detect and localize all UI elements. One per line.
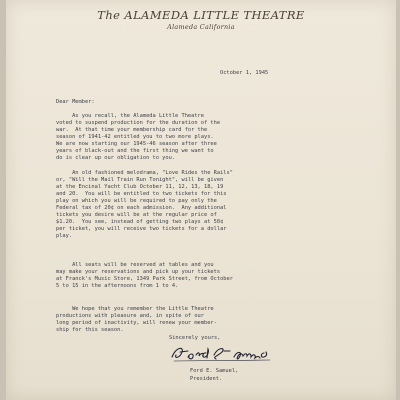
handwritten-signature	[166, 343, 286, 365]
paragraph-1: As you recall, the Alameda Little Theatre voted to suspend production for the duration of the war. At that time your membership card for the season of 1941-42 entitled you to two more plays. We are now starting our 1945-46 season after three years of black-out and the first thing we want to do is clear up our obligation to you.	[56, 113, 221, 162]
letterhead-title: The ALAMEDA LITTLE THEATRE	[97, 8, 305, 22]
letterhead	[6, 8, 396, 31]
paragraph-3: All seats will be reserved at tables and you may make your reservations and pick up your tickets at Franck's Music Store, 1349 Park Street, from October 5 to 15 in the afternoons from 1 to 4.	[56, 262, 233, 290]
letter-date: October 1, 1945	[220, 70, 269, 76]
salutation: Dear Member:	[56, 99, 95, 105]
signer-title: President.	[190, 376, 223, 382]
signer-name: Ford E. Samuel,	[190, 368, 239, 374]
closing: Sincerely yours,	[169, 335, 221, 341]
letter-page	[6, 0, 396, 400]
paragraph-4: We hope that you remember the Little Theatre productions with pleasure and, in spite of our long period of inactivity, will renew your member- ship for this season.	[56, 306, 217, 334]
letterhead-subtitle: Alameda California	[167, 23, 235, 31]
paragraph-2: An old fashioned melodrama, "Love Rides the Rails" or, "Will the Mail Train Run Tonight", will be given at the Encinal Yacht Club October 11, 12, 13, 18, 19 and 20. You will be entitled to two tickets for this play on which you will be required to pay only the Federal tax of 20¢ on each admission. Any additional tickets you desire will be at the regular price of $1.20. You see, instead of getting two plays at 50¢ per ticket, you will receive two tickets for a dollar play.	[56, 170, 233, 240]
